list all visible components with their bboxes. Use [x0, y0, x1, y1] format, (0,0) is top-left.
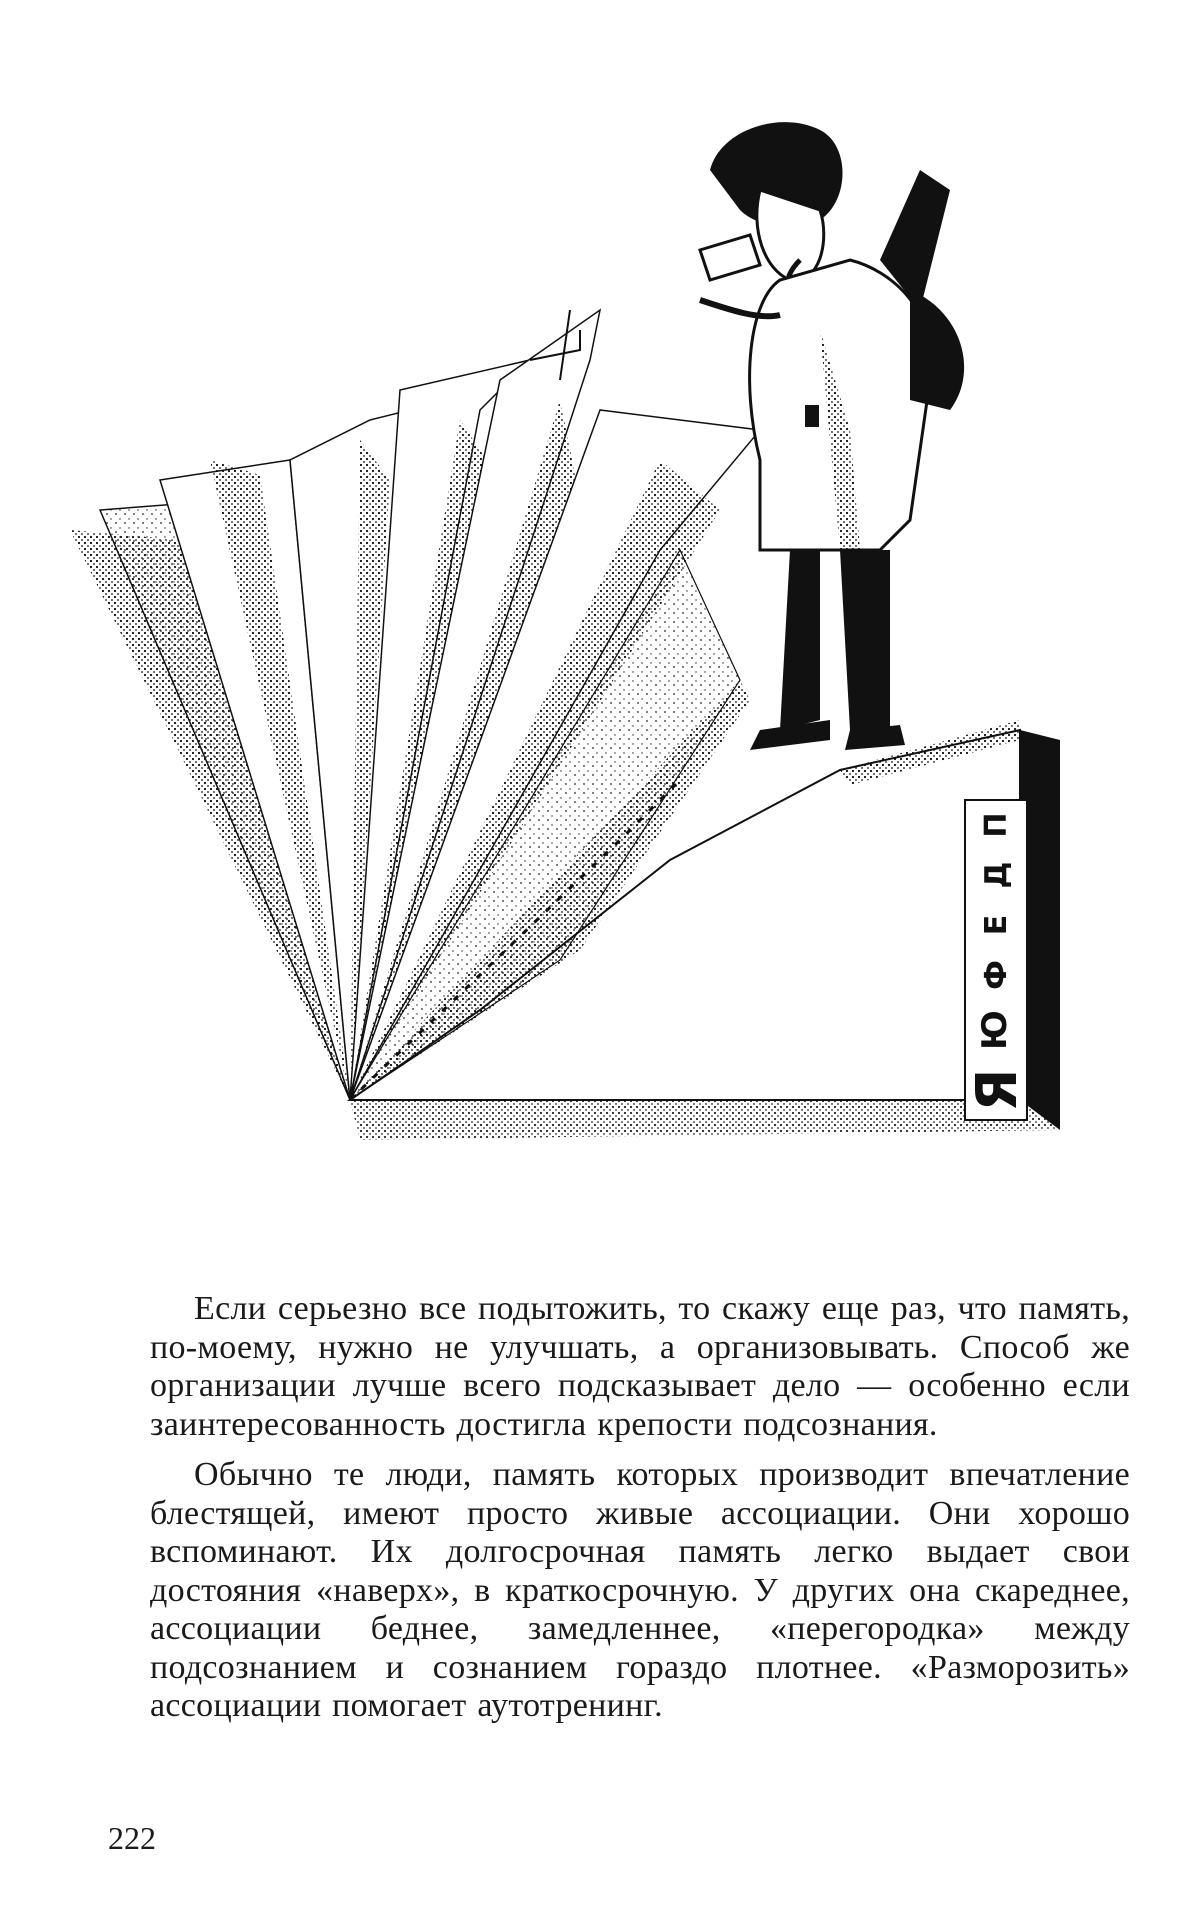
tab-letter-yu: Ю [975, 1010, 1015, 1050]
paragraph-2: Обычно те люди, память которых производит впечатление блестящей, имеют просто живые ассоциации. Они хорошо вспоминают. Их долгосрочная память легко выдает свои достояния «наверх», в краткосрочную. У других она скареднее, ассоциации беднее, замедленнее, «перегородка» между подсознанием и сознанием гораздо плотнее. «Разморозить» ассоциации помогает аутотренинг. [150, 1456, 1130, 1724]
illustration [60, 80, 1170, 1180]
tab-letter-p: П [979, 812, 1014, 838]
page-number: 222 [108, 1820, 156, 1856]
index-tabs [965, 800, 1030, 1120]
tab-letter-f: Ф [979, 960, 1014, 990]
tab-letter-ya: Я [965, 1068, 1030, 1112]
book-and-man-drawing [60, 80, 1170, 1180]
tab-letter-d: Д [979, 861, 1014, 889]
tab-letter-e: Е [979, 914, 1014, 936]
body-text [150, 1290, 1130, 1738]
paragraph-1: Если серьезно все подытожить, то скажу еще раз, что память, по-моему, нужно не улучшать, а организовывать. Способ же организации лучше всего подсказывает дело — особенно если заинтересованность достигла крепости подсознания. [150, 1290, 1130, 1443]
